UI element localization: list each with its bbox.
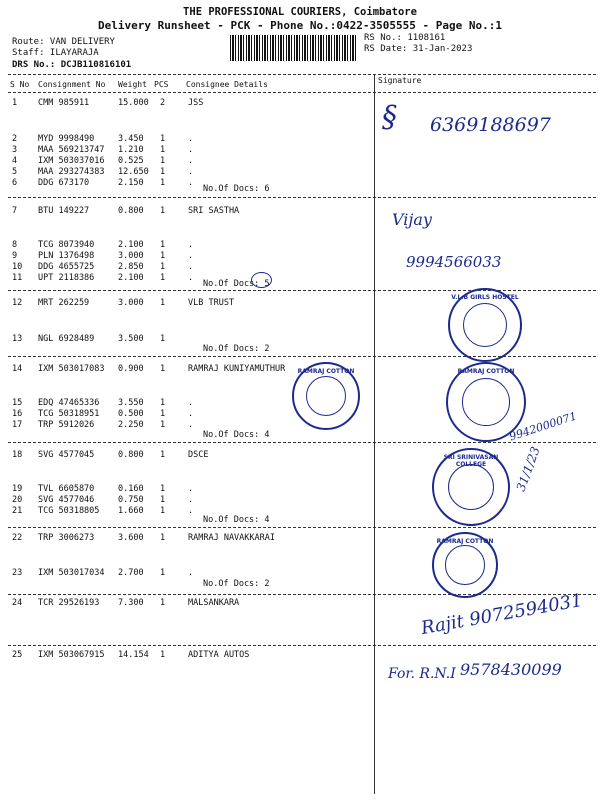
signature-phone: 6369188697 <box>430 114 551 136</box>
row-consignee: SRI SASTHA <box>188 206 240 216</box>
rs-date: RS Date: 31-Jan-2023 <box>364 44 473 54</box>
signature-phone: 9994566033 <box>406 253 502 271</box>
row-weight: 3.600 <box>118 533 144 543</box>
row-weight: 3.550 <box>118 398 144 408</box>
row-weight: 14.154 <box>118 650 149 660</box>
company-title: THE PROFESSIONAL COURIERS, Coimbatore <box>183 6 417 18</box>
row-weight: 0.900 <box>118 364 144 374</box>
row-pcs: 1 <box>160 134 166 144</box>
row-consignee: ADITYA AUTOS <box>188 650 250 660</box>
row-weight: 0.500 <box>118 409 144 419</box>
row-consignment: BTU 149227 <box>38 206 90 216</box>
row-consignment: NGL 6928489 <box>38 334 95 344</box>
group-rule <box>8 197 596 198</box>
row-pcs: 1 <box>160 420 166 430</box>
row-consignee: MALSANKARA <box>188 598 240 608</box>
doc-count: No.Of Docs: 4 <box>203 430 270 440</box>
row-pcs: 1 <box>160 650 166 660</box>
row-pcs: 1 <box>160 598 166 608</box>
signature-scribble: § <box>382 100 397 135</box>
row-pcs: 1 <box>160 484 166 494</box>
row-pcs: 1 <box>160 156 166 166</box>
row-pcs: 1 <box>160 298 166 308</box>
row-sno: 13 <box>12 334 23 344</box>
runsheet-title: Delivery Runsheet - PCK - Phone No.:0422-3505555 - Page No.:1 <box>98 19 502 32</box>
row-consignee: . <box>188 273 194 283</box>
row-consignee: . <box>188 398 194 408</box>
row-sno: 7 <box>12 206 18 216</box>
row-pcs: 1 <box>160 206 166 216</box>
row-consignment: TRP 5912026 <box>38 420 95 430</box>
row-pcs: 1 <box>160 450 166 460</box>
college-stamp: SRI SRINIVASAN COLLEGE <box>432 448 510 526</box>
ramraj-stamp: RAMRAJ COTTON <box>446 362 526 442</box>
ramraj-stamp: RAMRAJ COTTON <box>432 532 498 598</box>
col-weight: Weight <box>118 80 147 89</box>
row-pcs: 1 <box>160 167 166 177</box>
col-consignee: Consignee Details <box>186 80 268 89</box>
row-consignment: MYD 9998490 <box>38 134 95 144</box>
row-consignment: TCR 29526193 <box>38 598 100 608</box>
staff-label: Staff: ILAYARAJA <box>12 48 99 58</box>
barcode <box>230 35 356 61</box>
row-sno: 24 <box>12 598 23 608</box>
doc-count: No.Of Docs: 6 <box>203 184 270 194</box>
row-pcs: 1 <box>160 145 166 155</box>
row-consignment: MRT 262259 <box>38 298 90 308</box>
row-weight: 2.700 <box>118 568 144 578</box>
row-sno: 18 <box>12 450 23 460</box>
row-consignment: TVL 6605870 <box>38 484 95 494</box>
row-sno: 9 <box>12 251 18 261</box>
rs-number: RS No.: 1108161 <box>364 33 446 43</box>
row-weight: 0.525 <box>118 156 144 166</box>
row-weight: 1.210 <box>118 145 144 155</box>
row-pcs: 1 <box>160 240 166 250</box>
signature-note: For. R.N.I <box>388 666 456 682</box>
doc-count: No.Of Docs: 4 <box>203 515 270 525</box>
row-consignment: SVG 4577045 <box>38 450 95 460</box>
row-weight: 3.000 <box>118 251 144 261</box>
row-sno: 11 <box>12 273 23 283</box>
row-pcs: 1 <box>160 506 166 516</box>
row-sno: 21 <box>12 506 23 516</box>
row-consignee: VLB TRUST <box>188 298 235 308</box>
row-sno: 2 <box>12 134 18 144</box>
row-pcs: 1 <box>160 364 166 374</box>
row-consignment: IXM 503017034 <box>38 568 105 578</box>
row-consignee: . <box>188 262 194 272</box>
row-pcs: 1 <box>160 409 166 419</box>
col-consignment: Consignment No <box>38 80 106 89</box>
row-weight: 7.300 <box>118 598 144 608</box>
row-consignee: . <box>188 409 194 419</box>
row-consignee: RAMRAJ KUNIYAMUTHUR <box>188 364 286 374</box>
row-consignee: . <box>188 484 194 494</box>
group-rule <box>8 442 596 443</box>
row-weight: 0.160 <box>118 484 144 494</box>
row-weight: 2.850 <box>118 262 144 272</box>
row-consignee: . <box>188 568 194 578</box>
row-sno: 12 <box>12 298 23 308</box>
row-consignment: IXM 503037016 <box>38 156 105 166</box>
row-sno: 1 <box>12 98 18 108</box>
row-consignment: CMM 985911 <box>38 98 90 108</box>
row-consignee: . <box>188 240 194 250</box>
row-pcs: 1 <box>160 334 166 344</box>
row-weight: 1.660 <box>118 506 144 516</box>
row-weight: 3.000 <box>118 298 144 308</box>
row-sno: 3 <box>12 145 18 155</box>
row-consignee: JSS <box>188 98 204 108</box>
row-consignee: . <box>188 251 194 261</box>
row-consignment: TRP 3006273 <box>38 533 95 543</box>
ramraj-stamp: RAMRAJ COTTON <box>292 362 360 430</box>
route-label: Route: VAN DELIVERY <box>12 37 115 47</box>
group-rule <box>8 356 596 357</box>
signature-divider <box>374 74 375 794</box>
row-pcs: 1 <box>160 251 166 261</box>
row-pcs: 2 <box>160 98 166 108</box>
doc-count: No.Of Docs: 5 <box>203 279 270 289</box>
row-consignment: TCG 8073940 <box>38 240 95 250</box>
row-consignee: . <box>188 506 194 516</box>
row-weight: 3.500 <box>118 334 144 344</box>
row-consignment: UPT 2118386 <box>38 273 95 283</box>
row-sno: 20 <box>12 495 23 505</box>
row-sno: 5 <box>12 167 18 177</box>
row-sno: 25 <box>12 650 23 660</box>
row-sno: 16 <box>12 409 23 419</box>
row-consignment: DDG 4655725 <box>38 262 95 272</box>
header-rule <box>8 92 596 93</box>
row-consignment: TCG 50318805 <box>38 506 100 516</box>
group-rule <box>8 645 596 646</box>
doc-count: No.Of Docs: 2 <box>203 344 270 354</box>
row-consignee: DSCE <box>188 450 209 460</box>
row-sno: 15 <box>12 398 23 408</box>
row-consignment: IXM 503017083 <box>38 364 105 374</box>
row-weight: 3.450 <box>118 134 144 144</box>
signature-date: 31/1/23 <box>513 444 543 494</box>
row-pcs: 1 <box>160 495 166 505</box>
table-top-rule <box>8 74 596 75</box>
row-consignee: . <box>188 495 194 505</box>
row-weight: 0.800 <box>118 450 144 460</box>
row-sno: 23 <box>12 568 23 578</box>
row-weight: 2.100 <box>118 240 144 250</box>
circled-count-mark <box>251 272 272 288</box>
row-sno: 6 <box>12 178 18 188</box>
row-consignment: MAA 569213747 <box>38 145 105 155</box>
row-sno: 4 <box>12 156 18 166</box>
row-sno: 14 <box>12 364 23 374</box>
row-consignee: . <box>188 167 194 177</box>
row-pcs: 1 <box>160 178 166 188</box>
row-sno: 8 <box>12 240 18 250</box>
row-consignee: . <box>188 420 194 430</box>
row-sno: 22 <box>12 533 23 543</box>
row-sno: 17 <box>12 420 23 430</box>
row-consignment: MAA 293274383 <box>38 167 105 177</box>
doc-count: No.Of Docs: 2 <box>203 579 270 589</box>
row-consignment: DDG 673170 <box>38 178 90 188</box>
row-pcs: 1 <box>160 273 166 283</box>
row-consignee: . <box>188 178 194 188</box>
group-rule <box>8 527 596 528</box>
hostel-stamp: V.L.B GIRLS HOSTEL <box>448 288 522 362</box>
col-sno: S No <box>10 80 30 89</box>
col-signature: Signature <box>378 76 422 85</box>
row-pcs: 1 <box>160 262 166 272</box>
group-rule <box>8 290 596 291</box>
row-consignment: SVG 4577046 <box>38 495 95 505</box>
group-rule <box>8 594 596 595</box>
row-weight: 12.650 <box>118 167 149 177</box>
row-consignment: EDQ 47465336 <box>38 398 100 408</box>
row-weight: 0.800 <box>118 206 144 216</box>
row-weight: 2.150 <box>118 178 144 188</box>
row-weight: 15.000 <box>118 98 149 108</box>
row-weight: 2.250 <box>118 420 144 430</box>
signature-phone: 9578430099 <box>460 660 562 679</box>
row-pcs: 1 <box>160 533 166 543</box>
signature-name: Vijay <box>392 210 432 229</box>
signature-phone: Rajit 9072594031 <box>419 589 585 640</box>
row-consignee: . <box>188 134 194 144</box>
row-consignee: RAMRAJ NAVAKKARAI <box>188 533 275 543</box>
row-pcs: 1 <box>160 398 166 408</box>
row-consignee: . <box>188 145 194 155</box>
row-consignment: TCG 50318951 <box>38 409 100 419</box>
row-pcs: 1 <box>160 568 166 578</box>
row-sno: 19 <box>12 484 23 494</box>
row-consignment: PLN 1376498 <box>38 251 95 261</box>
col-pcs: PCS <box>154 80 169 89</box>
row-weight: 2.100 <box>118 273 144 283</box>
row-consignee: . <box>188 156 194 166</box>
row-weight: 0.750 <box>118 495 144 505</box>
row-sno: 10 <box>12 262 23 272</box>
row-consignment: IXM 503067915 <box>38 650 105 660</box>
drs-number: DRS No.: DCJB110816101 <box>12 60 132 70</box>
signature-phone: 9942000071 <box>507 409 579 444</box>
